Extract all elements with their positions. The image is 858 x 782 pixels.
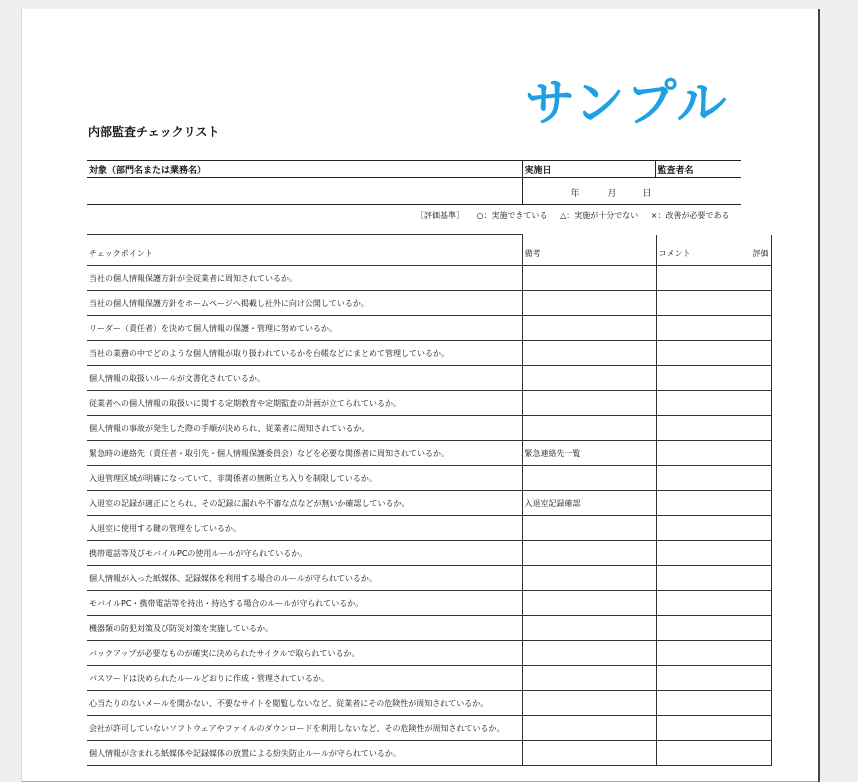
remarks-cell[interactable] xyxy=(522,341,656,366)
column-rating: 評価 xyxy=(741,235,771,266)
year-unit: 年 xyxy=(570,189,580,199)
comment-cell[interactable] xyxy=(656,666,741,691)
remarks-cell[interactable] xyxy=(522,591,656,616)
comment-cell[interactable] xyxy=(656,316,741,341)
rating-cell[interactable] xyxy=(741,491,771,516)
comment-cell[interactable] xyxy=(656,366,741,391)
document-page xyxy=(21,9,818,782)
rating-cell[interactable] xyxy=(741,341,771,366)
rating-cell[interactable] xyxy=(741,616,771,641)
checklist-row xyxy=(87,741,771,766)
rating-cell[interactable] xyxy=(741,541,771,566)
checklist-row xyxy=(87,316,771,341)
checkpoint-text: 個人情報が含まれる紙媒体や記録媒体の放置による紛失防止ルールが守られているか。 xyxy=(87,741,522,766)
remarks-cell[interactable] xyxy=(522,291,656,316)
checklist-header-row xyxy=(87,235,771,266)
target-field[interactable] xyxy=(87,178,522,205)
checkpoint-text: 機器類の防犯対策及び防災対策を実施しているか。 xyxy=(87,616,522,641)
remarks-cell[interactable] xyxy=(522,366,656,391)
comment-cell[interactable] xyxy=(656,691,741,716)
checkpoint-text: リーダー（責任者）を決めて個人情報の保護・管理に努めているか。 xyxy=(87,316,522,341)
month-unit: 月 xyxy=(607,189,617,199)
checkpoint-text: 個人情報が入った紙媒体、記録媒体を利用する場合のルールが守られているか。 xyxy=(87,566,522,591)
remarks-cell[interactable]: 入退室記録確認 xyxy=(522,491,656,516)
rating-cell[interactable] xyxy=(741,741,771,766)
checklist-row xyxy=(87,366,771,391)
remarks-cell[interactable] xyxy=(522,691,656,716)
comment-cell[interactable] xyxy=(656,541,741,566)
date-field[interactable] xyxy=(522,178,655,205)
rating-cell[interactable] xyxy=(741,366,771,391)
rating-cell[interactable] xyxy=(741,691,771,716)
checklist-row xyxy=(87,491,771,516)
checklist-row xyxy=(87,291,771,316)
comment-cell[interactable] xyxy=(656,566,741,591)
checklist-row xyxy=(87,466,771,491)
remarks-cell[interactable] xyxy=(522,466,656,491)
comment-cell[interactable] xyxy=(656,266,741,291)
checkpoint-text: 入退室に使用する鍵の管理をしているか。 xyxy=(87,516,522,541)
remarks-cell[interactable] xyxy=(522,716,656,741)
checkpoint-text: バックアップが必要なものが確実に決められたサイクルで取られているか。 xyxy=(87,641,522,666)
checkpoint-text: 入退室の記録が適正にとられ、その記録に漏れや不審な点などが無いか確認しているか。 xyxy=(87,491,522,516)
checkpoint-text: 緊急時の連絡先（責任者・取引先・個人情報保護委員会）などを必要な関係者に周知されているか。 xyxy=(87,441,522,466)
comment-cell[interactable] xyxy=(656,341,741,366)
checklist-row xyxy=(87,266,771,291)
comment-cell[interactable] xyxy=(656,591,741,616)
checkpoint-text: 個人情報の事故が発生した際の手順が決められ、従業者に周知されているか。 xyxy=(87,416,522,441)
column-checkpoint: チェックポイント xyxy=(87,235,522,266)
checkpoint-text: 当社の個人情報保護方針をホームページへ掲載し社外に向け公開しているか。 xyxy=(87,291,522,316)
checklist-row xyxy=(87,591,771,616)
checklist-row xyxy=(87,516,771,541)
rating-cell[interactable] xyxy=(741,641,771,666)
legend-title: ［評価基準］ xyxy=(416,211,464,220)
remarks-cell[interactable] xyxy=(522,741,656,766)
checklist-row xyxy=(87,691,771,716)
rating-cell[interactable] xyxy=(741,591,771,616)
checklist-row xyxy=(87,566,771,591)
remarks-cell[interactable] xyxy=(522,666,656,691)
checkpoint-text: 入退管理区域が明確になっていて、非関係者の無断立ち入りを制限しているか。 xyxy=(87,466,522,491)
comment-cell[interactable] xyxy=(656,741,741,766)
comment-cell[interactable] xyxy=(656,441,741,466)
comment-cell[interactable] xyxy=(656,491,741,516)
remarks-cell[interactable] xyxy=(522,541,656,566)
checkpoint-text: 当社の個人情報保護方針が全従業者に周知されているか。 xyxy=(87,266,522,291)
comment-cell[interactable] xyxy=(656,616,741,641)
remarks-cell[interactable] xyxy=(522,316,656,341)
remarks-cell[interactable] xyxy=(522,566,656,591)
checkpoint-text: 当社の業務の中でどのような個人情報が取り扱われているかを台帳などにまとめて管理しているか。 xyxy=(87,341,522,366)
remarks-cell[interactable] xyxy=(522,416,656,441)
comment-cell[interactable] xyxy=(656,516,741,541)
auditor-label: 監査者名 xyxy=(655,161,741,178)
day-unit: 日 xyxy=(642,189,652,199)
checklist-row xyxy=(87,441,771,466)
rating-cell[interactable] xyxy=(741,291,771,316)
legend-partial: △：実施が十分でない xyxy=(560,211,639,220)
rating-cell[interactable] xyxy=(741,516,771,541)
header-table xyxy=(87,160,741,205)
checklist-row xyxy=(87,541,771,566)
rating-cell[interactable] xyxy=(741,566,771,591)
checkpoint-text: 従業者への個人情報の取扱いに関する定期教育や定期監査の計画が立てられているか。 xyxy=(87,391,522,416)
comment-cell[interactable] xyxy=(656,291,741,316)
auditor-field[interactable] xyxy=(655,178,741,205)
checklist-row xyxy=(87,616,771,641)
checklist-row xyxy=(87,641,771,666)
remarks-cell[interactable] xyxy=(522,516,656,541)
comment-cell[interactable] xyxy=(656,391,741,416)
remarks-cell[interactable] xyxy=(522,641,656,666)
legend-ng: ×：改善が必要である xyxy=(650,211,730,220)
rating-cell[interactable] xyxy=(741,666,771,691)
comment-cell[interactable] xyxy=(656,641,741,666)
legend-ok: ○：実施できている xyxy=(476,211,548,220)
comment-cell[interactable] xyxy=(656,466,741,491)
checkpoint-text: 個人情報の取扱いルールが文書化されているか。 xyxy=(87,366,522,391)
rating-cell[interactable] xyxy=(741,466,771,491)
remarks-cell[interactable] xyxy=(522,266,656,291)
rating-cell[interactable] xyxy=(741,316,771,341)
checklist-table xyxy=(87,234,772,766)
remarks-cell[interactable]: 緊急連絡先一覧 xyxy=(522,441,656,466)
checkpoint-text: モバイルPC・携帯電話等を持出・持込する場合のルールが守られているか。 xyxy=(87,591,522,616)
checklist-row xyxy=(87,666,771,691)
checklist-row xyxy=(87,391,771,416)
comment-cell[interactable] xyxy=(656,416,741,441)
rating-cell[interactable] xyxy=(741,266,771,291)
checkpoint-text: 会社が許可していないソフトウェアやファイルのダウンロードを利用しないなど、その危険性が周知されているか。 xyxy=(87,716,522,741)
date-label: 実施日 xyxy=(522,161,655,178)
sample-watermark: サンプル xyxy=(525,74,729,132)
rating-cell[interactable] xyxy=(741,391,771,416)
checklist-row xyxy=(87,416,771,441)
checkpoint-text: 携帯電話等及びモバイルPCの使用ルールが守られているか。 xyxy=(87,541,522,566)
document-title: 内部監査チェックリスト xyxy=(88,125,220,139)
rating-cell[interactable] xyxy=(741,441,771,466)
checklist-row xyxy=(87,341,771,366)
remarks-cell[interactable] xyxy=(522,616,656,641)
comment-cell[interactable] xyxy=(656,716,741,741)
rating-cell[interactable] xyxy=(741,416,771,441)
checklist-row xyxy=(87,716,771,741)
column-remarks: 備考 xyxy=(522,235,656,266)
rating-cell[interactable] xyxy=(741,716,771,741)
evaluation-legend xyxy=(416,210,739,221)
column-comment: コメント xyxy=(656,235,741,266)
target-label: 対象（部門名または業務名） xyxy=(87,161,522,178)
remarks-cell[interactable] xyxy=(522,391,656,416)
checkpoint-text: パスワードは決められたルールどおりに作成・管理されているか。 xyxy=(87,666,522,691)
checkpoint-text: 心当たりのないメールを開かない、不要なサイトを閲覧しないなど、従業者にその危険性が周知されているか。 xyxy=(87,691,522,716)
